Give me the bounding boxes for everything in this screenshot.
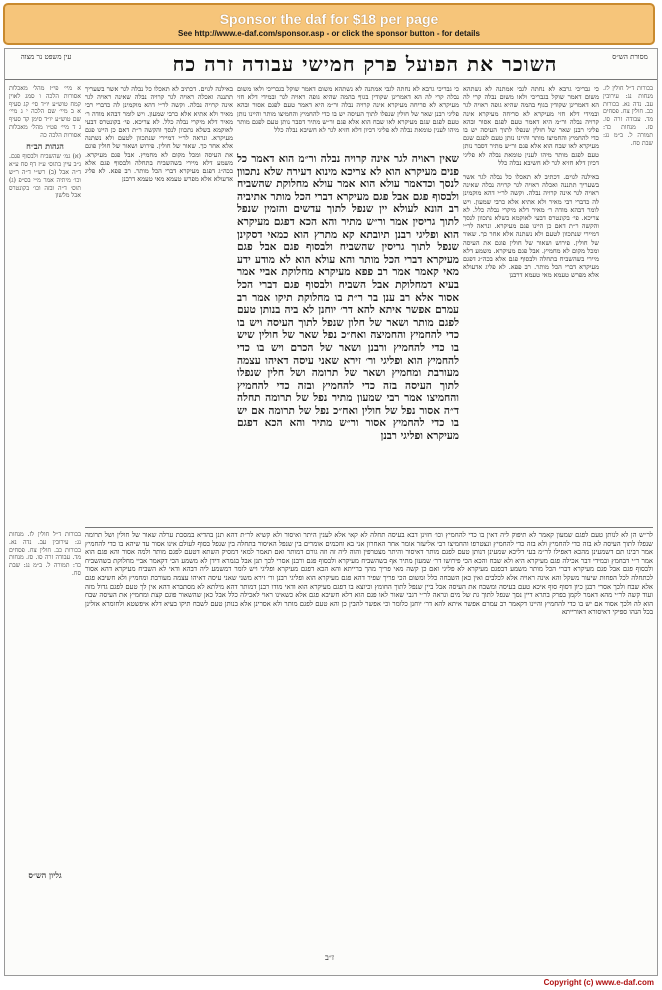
talmud-page	[4, 48, 658, 976]
copyright-link[interactable]: Copyright (c) www.e-daf.com	[543, 978, 654, 987]
gilyon-heading: גליון הש״ס	[28, 870, 62, 880]
header-divider	[5, 79, 657, 80]
sponsor-banner-subtitle[interactable]: See http://www.e-daf.com/sponsor.asp - or click the sponsor button - for details	[178, 29, 480, 38]
header-masoret-label: מסורת הש״ס	[612, 53, 648, 61]
gemara-top-commentary-text: כי גבריכי גרבא לא נחתה לגבי אמתנה לא נשתהא משום דאמר שוקל בגבריכי ולאו משום נבלה קרי לה הא דאמרינן שקודין בגוף בהמה שהיא גופה ראויה לגר ובמידי דלא חזי מעיקרא לא סריחה מעיקרא אינה קרויה נבלה ור״מ היא דאמר טעם לפגם אסור ובהא פליגי רבנן שאר של חולין שנפלו לתוך העיסה יש בו כדי להחמיץ והחמיצו מותר והיינו נותן טעם לפגם שגם מעיקרא לאו שבח הוא אלא פגם ור״ש מתיר דסבר נותן טעם לפגם מותר מיהו לענין טומאת נבלה לא פליגי דכיון דלא חזיא לגר לא חשיבא נבלה כלל	[237, 85, 459, 135]
rashi-column-lower	[463, 173, 599, 525]
gemara-text: שאין ראויה לגר אינה קרויה נבלה ור״מ הוא דאמר כל פנים מעיקרא הוא לא צריכא מינוא דעירה שלא נתכוון לנסך וכדאמר עולא הוא אמר עולא מחלוקת שהשביח ולבסוף פגם אבל פגם מעיקרא דברי הכל מותר אתיביה רב הונא לעולא יין שנפל לתוך עדשים והזמין שנפל לתוך גריסין אמר ור״ש מתיר והא הכא דפגם מעיקרא הוא ופליגי רבנן תיובתא קא מתרץ הוא כמאי דסקינן שנפל לתוך גריסין שהשביח ולבסוף פגם אבל פגם מעיקרא דברי הכל מותר והא עולא הוא לא מודע ידע מאי קאמר אמר רב פפא מעיקרא מחלוקת אביי אמר בעיא דמחלוקת אבל השביח ולבסוף פגם דברי הכל אסור אלא רב ענן בר ר״ת בו מחלוקת תיקו אמר רב עמרם אפשר איתא להא דר׳ יוחנן לא ביה בנותן טעם לפגם מותר ושאר של חלון שנפל לתוך העיסה ויש בו כדי להחמיץ והחמיצה ואח״כ נפל שאר של חולין שיש בו כדי להחמיץ ורבנן ושאר של הכרם ויש בו כדי להחמיץ הוא ופליגי ור׳ זירא שאני עיסה דאיהו עצמה מעורבת ומחמיץ ושאר של תרומה ושל חלין שנפלו לתוך העיסה בזה כדי להחמיץ ובזה כדי להחמיץ והחמיצו אמר רבי שמעון מתיר נפל של תרומה תחלה ד״ה אסור נפל של חולין ואח״כ נפל של תרומה אם יש בו כדי להחמיץ אסור ור״ש מתיר והא הכא דפגם מעיקרא ופליגי רבנן	[237, 153, 459, 443]
hagahot-text: (א) גמ׳ שהשביח ולבסוף פגם. נ״ב עיין בתוס׳ ע״ז דף סח ע״א ד״ה אבל (ב) רש״י ד״ה ר״ש וכו׳ מיתיה אמר מ״י בס״פ (ג) תוס׳ ד״ה ובזה וכו׳ בקונטרס אבל מלשון	[9, 153, 81, 200]
bottom-commentary-text: לר״ש הן לא לנותן טעם לפגם שמעון קאמר לא תיפוק ליה דאין בו כדי להחמיץ וכו׳ חזינן דבא בעיסה תחלה לא קאי אלא לענין היתר ואיסור ולא קשיא לר״ת דהא תנן בהדיא במסכת ערלה שאור של חולין ושל תרומה שנפלו לתוך העיסה לא בזה כדי להחמיץ ולא בזה כדי להחמיץ ונצטרפו והחמיצו רבי אליעזר אומר אחר האחרון אני בא וחכמים אומרים בין שנפל האיסור בתחלה בין שנפל בסוף לעולם אינו אסור עד שיהא בו כדי להחמיץ אמר רבינו תם דשמעינן מהכא דאפילו לר״מ בעי דליכא שמעינן דנותן טעם לפגם מותר דאיסור והיתר מצטרפין והוה ליה זה וזה גורם דמותר ואם תאמר למאי דמסיק השתא דטעם לפגם מותר ולמה אסור והא פגם הוא אמר ר״י דבחמץ ובמידי דבר אכילה פגם מעיקרא היא ולא שבח והכא הכי פירושו דר׳ שמעון מתיר אף בשהשביח מעיקרא ולבסוף פגם ורבנן אסרי לכך תנן אבל בגמרא דידן לא משמע הכי דקאמר אביי מחלוקת בשהשביח ולבסוף פגם אבל פגם מעיקרא דברי הכל מותר משמע דבפגם מעיקרא לא פליגי ואם כן קשה מאי פריך מהך ברייתא והא הכא דפגם מעיקרא ופליגי ויש לומר דמשמע ליה דבהא ודאי לא השביח מעיקרא דהא אסור לכתחלה לכל הפחות שיעור משקל והא אינה ראויה אלא לכלבים ואין כאן השבחה כלל ומשום הכי פריך שפיר דהא פגם מעיקרא הוא ופליגי רבנן ור׳ זירא משני שאני עיסה דאיהו עצמה מעורבת ומחמיץ ולא חשיבא פגם אלא שבח ולכך אסרי רבנן כיון דסוף סוף איכא טעם בעיסה ומשבח את העיסה אבל ביין שנפל לתוך החומץ וכיוצא בו דפגם מעיקרא הוא ודאי מודו רבנן דמותר דהא מילתא לא מסתברא דהא אין לך טעם לפגם גדול מזה ועוד קשה לר״י מהא דאמר לקמן בפרק בתרא דיין נסך שנפל לתוך גת של מים ונראה לר״י דגבי שאור לאו פגם הוא דלא חשיבא פגם אלא כשאינו ראוי לאכילה כלל אבל כאן שהשאור פוגם קצת ומחמיץ את העיסה שבח הוא לה ולכך אסור אם יש בו כדי להחמיץ והיינו דקאמר רב עמרם אפשר איתא להא דר׳ יוחנן כלומר וכי אפשר להבין כן והא טעם לפגם מותר ולא אסרינן אלא בנותן טעם לשבח תיקו בעיא דלא איפשטא ולחומרא אזלינן בכל הנהו ספיקי דאיסורא דאורייתא	[85, 531, 653, 617]
margin-left-text: א מיי׳ פי״ז מהל׳ מאכלות אסורות הלכה ו סמג לאוין קמח טוש״ע יו״ד סי׳ קג סעיף א ב מיי׳ שם הלכה י ג מיי׳ שם טוש״ע יו״ד סימן קד סעיף ג ד מיי׳ פט״ו מהל׳ מאכלות אסורות הלכה כה	[9, 85, 81, 139]
gemara-top-commentary	[237, 85, 459, 151]
gilyon-hashas	[9, 869, 81, 949]
margin-left-column	[9, 85, 81, 515]
rashi-column	[463, 85, 599, 170]
sponsor-banner[interactable]	[3, 3, 655, 45]
page-number: ז״ב	[325, 953, 335, 962]
mid-divider	[85, 527, 653, 528]
margin-right-column	[603, 85, 653, 525]
rashi-text-top: כי גבריכי גרבא לא נחתה לגבי אמתנה לא נשתהא משום דאמר שוקל בגבריכי ולאו משום נבלה קרי לה הא דאמרינן שקודין בגוף בהמה שהיא גופה ראויה לגר ובמידי דלא חזי מעיקרא לא סריחה מעיקרא אינה קרויה נבלה ור״מ היא דאמר טעם לפגם אסור ובהא פליגי רבנן שאר של חולין שנפלו לתוך העיסה יש בו כדי להחמיץ והחמיצו מותר והיינו נותן טעם לפגם שגם מעיקרא לאו שבח הוא אלא פגם ור״ש מתיר דסבר נותן טעם לפגם מותר מיהו לענין טומאת נבלה לא פליגי דכיון דלא חזיא לגר לא חשיבא נבלה כלל	[463, 85, 599, 167]
tosafot-text: באילנה לגוים. דכתיב לא תאכלו כל נבלה לגר אשר בשעריך תתננה ואכלה ראויה לגר קרויה נבלה שאינה ראויה לגר אינה קרויה נבלה. וקשה לר״י דהא מוקמינן לה כדברי רבי מאיר ולא אתיא אלא כרבי שמעון. ויש לומר דבהא מודה ר׳ מאיר דלא מיקרי נבלה כלל. לא צריכא. פי׳ בקונטרס דבעי לאוקמא בשלא נתכוון לנסך והקשה ר״ת דאם כן היינו פגם מעיקרא. ונראה לר״י דמיירי שנתכוון לטעם ולא נשתנה אלא אחר כך. שאור של חולין. פירוש ושאור של חולין פוגם את העיסה ומכל מקום לא מחמיץ. אבל פגם מעיקרא. משמע דלא מיירי בשהשביח בתחלה ולבסוף פגם אלא בכה״ג דפגם מעיקרא דברי הכל מותר. רב פפא. לא פליג אדעולא אלא מפרש טעמא מאי טעמא דרבנן	[85, 85, 233, 184]
hagahot-heading: הגהות הב״ח	[26, 140, 64, 151]
page-title: השוכר את הפועל פרק חמישי עבודה זרה כח	[172, 52, 558, 76]
page-header	[5, 49, 657, 79]
margin-right-text: בכורות ד״ל חולין לז. מנחות נג: עירובין עב. נדה נא. בכורות כב. חולין צח. פסחים מד. עבודה זרה סו. סז. מנחות כד: תמורה ל. ב״מ נג: שבת סח.	[603, 85, 653, 147]
header-ein-mishpat-label: עין משפט נר מצוה	[20, 53, 72, 61]
margin-left-lower-text: בכורות ד״ל חולין לז. מנחות נג: עירובין עב. נדה נא. בכורות כב. חולין צח. פסחים מד. עבודה זרה סו. סז. מנחות כד: תמורה ל. ב״מ נג: שבת סח.	[9, 531, 81, 577]
margin-left-lower	[9, 531, 81, 861]
bottom-commentary-column	[85, 531, 653, 949]
rashi-text: באילנה לגוים. דכתיב לא תאכלו כל נבלה לגר אשר בשעריך תתננה ואכלה ראויה לגר קרויה נבלה שאינה ראויה לגר אינה קרויה נבלה. וקשה לר״י דהא מוקמינן לה כדברי רבי מאיר ולא אתיא אלא כרבי שמעון. ויש לומר דבהא מודה ר׳ מאיר דלא מיקרי נבלה כלל. לא צריכא. פי׳ בקונטרס דבעי לאוקמא בשלא נתכוון לנסך והקשה ר״ת דאם כן היינו פגם מעיקרא. ונראה לר״י דמיירי שנתכוון לטעם ולא נשתנה אלא אחר כך. שאור של חולין. פירוש ושאור של חולין פוגם את העיסה ומכל מקום לא מחמיץ. אבל פגם מעיקרא. משמע דלא מיירי בשהשביח בתחלה ולבסוף פגם אלא בכה״ג דפגם מעיקרא דברי הכל מותר. רב פפא. לא פליג אדעולא אלא מפרש טעמא מאי טעמא דרבנן	[463, 173, 599, 280]
sponsor-banner-title[interactable]: Sponsor the daf for $18 per page	[219, 11, 439, 27]
tosafot-column	[85, 85, 233, 525]
gemara-text-block	[237, 153, 459, 525]
